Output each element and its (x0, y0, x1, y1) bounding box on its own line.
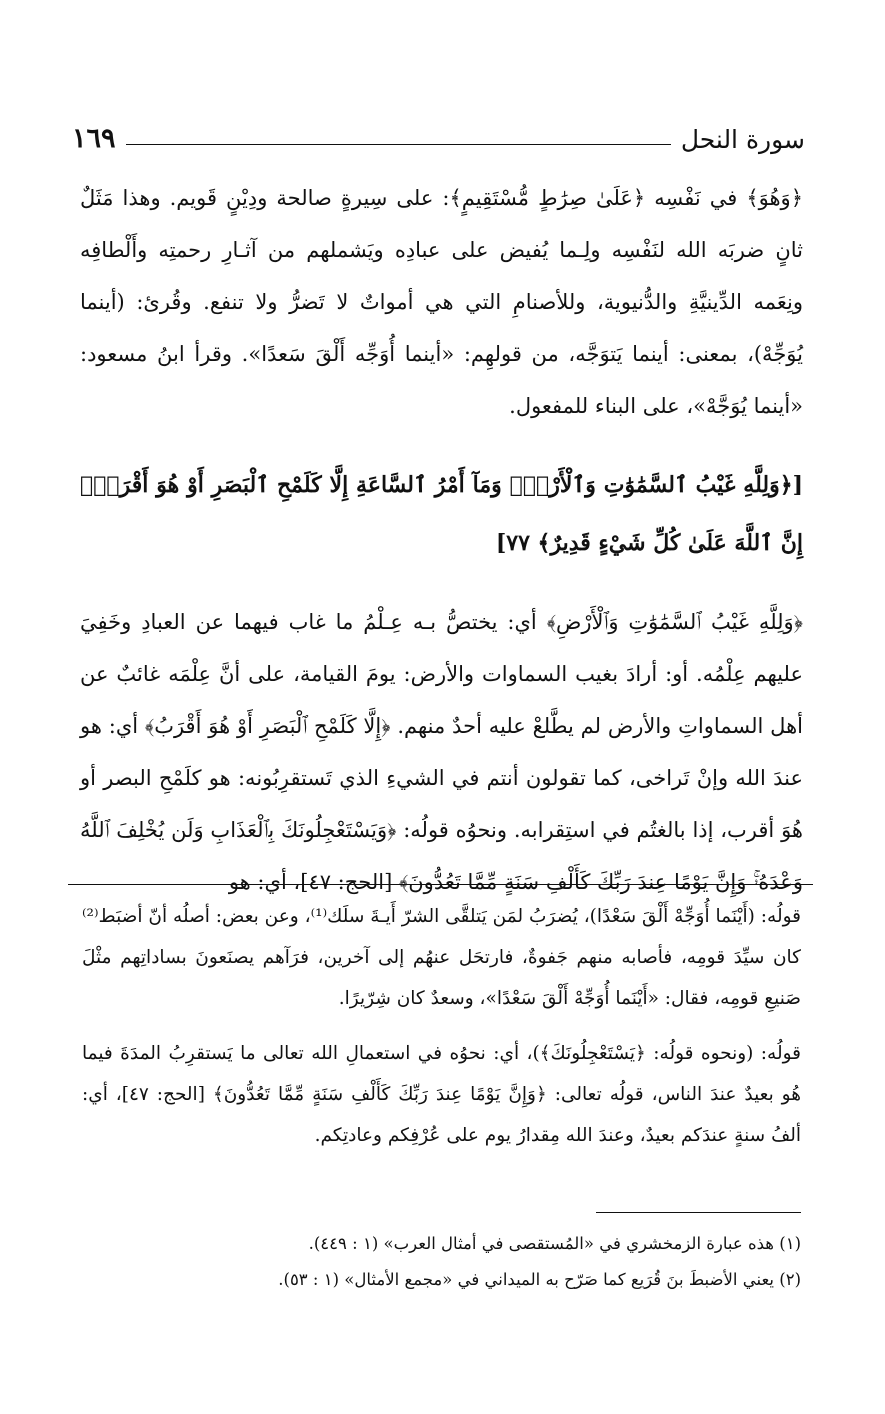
page-number: ١٦٩ (72, 123, 116, 154)
main-text (80, 172, 803, 908)
commentary-paragraph-2: ﴿وَلِلَّهِ غَيْبُ ٱلسَّمَٰوَٰتِ وَٱلْأَرْضِ﴾ أي: يختصُّ بـه عِـلْمُ ما غاب فيهما عن العبادِ وخَفِيَ عليهم عِلْمُه. أو: أرادَ بغيب السماوات والأرض: يومَ القيامة، على أنَّ عِلْمَه غائبٌ عن أهل السماواتِ والأرض لم يطَّلعْ عليه أحدٌ منهم. ﴿إِلَّا كَلَمْحِ ٱلْبَصَرِ أَوْ هُوَ أَقْرَبُ﴾ أي: هو عندَ الله وإنْ تَراخى، كما تقولون أنتم في الشيءِ الذي تَستقرِبُونه: هو كلَمْحِ البصر أو هُوَ أقرب، إذا بالغتُم في استِقرابه. ونحوُه قولُه: ﴿وَيَسْتَعْجِلُونَكَ بِٱلْعَذَابِ وَلَن يُخْلِفَ ٱللَّهُ وَعْدَهُۥۚ وَإِنَّ يَوْمًا عِندَ رَبِّكَ كَأَلْفِ سَنَةٍ مِّمَّا تَعُدُّونَ﴾ [الحج: ٤٧]، أي: هو (80, 610, 803, 894)
surah-title: سورة النحل (680, 125, 805, 154)
note-2: قولُه: (ونحوه قولُه: ﴿يَسْتَعْجِلُونَكَ﴾)، أي: نحوُه في استعمالِ الله تعالى ما يَستقرِبُ المدَةَ فيما هُو بعيدٌ عندَ الناس، قولُه تعالى: ﴿وَإِنَّ يَوْمًا عِندَ رَبِّكَ كَأَلْفِ سَنَةٍ مِّمَّا تَعُدُّونَ﴾ [الحج: ٤٧]، أي: ألفُ سنةٍ عندَكم بعيدٌ، وعندَ الله مِقدارُ يوم على عُرْفِكم وعادتِكم. (82, 1043, 801, 1146)
ayah-77: [﴿وَلِلَّهِ غَيْبُ ٱلسَّمَٰوَٰتِ وَٱلْأَرْضِۚ وَمَآ أَمْرُ ٱلسَّاعَةِ إِلَّا كَلَمْحِ ٱلْبَصَرِ أَوْ هُوَ أَقْرَبُۚ إِنَّ ٱللَّهَ عَلَىٰ كُلِّ شَيْءٍ قَدِيرٌ﴾ ٧٧] (80, 472, 803, 556)
notes-divider (68, 884, 813, 885)
footnote-1: (١) هذه عبارة الزمخشري في «المُستقصى في أمثال العرب» (١ : ٤٤٩). (308, 1234, 801, 1253)
header-rule (126, 144, 671, 145)
note-1: قولُه: (أَيْنَما أُوَجِّهْ أَلْقَ سَعْدًا)، يُضرَبُ لمَن يَتلقَّى الشرّ أَيـةَ سلَك⁽¹⁾، وعن بعض: أصلُه أنّ أضبَط⁽²⁾ كان سيِّدَ قومِه، فأصابه منهم جَفوةٌ، فارتحَل عنهُم إلى آخرين، فرَآهم يصنَعونَ بساداتِهم مثْلَ صَنيعِ قومِه، فقال: «أَيْنَما أُوَجِّهْ أَلْقَ سَعْدًا»، وسعدٌ كان شِرّيرًا. (82, 906, 801, 1009)
page-header (72, 110, 805, 154)
commentary-paragraph-1: ﴿وَهُوَ﴾ في نَفْسِه ﴿عَلَىٰ صِرَٰطٍ مُّسْتَقِيمٍ﴾: على سِيرةٍ صالحة ودِيْنٍ قَويم. وهذا مَثَلٌ ثانٍ ضربَه الله لنَفْسِه ولِـما يُفيض على عبادِه ويَشملهم من آثـارِ رحمتِه وأَلْطافِه ونِعَمه الدِّينيَّةِ والدُّنيوية، وللأصنامِ التي هي أمواتٌ لا تَضرُّ ولا تنفع. وقُرئ: (أينما يُوَجِّهْ)، بمعنى: أينما يَتوَجَّه، من قولهِم: «أينما أُوَجِّه أَلْقَ سَعدًا». وقرأ ابنُ مسعود: «أينما يُوَجَّهْ»، على البناء للمفعول. (80, 186, 803, 418)
marginal-notes (82, 896, 801, 1156)
footnotes (120, 1226, 801, 1298)
footnote-rule (596, 1212, 801, 1213)
footnote-2: (٢) يعني الأضبطَ بنَ قُرَيع كما صَرّح به الميداني في «مجمع الأمثال» (١ : ٥٣). (278, 1270, 801, 1289)
